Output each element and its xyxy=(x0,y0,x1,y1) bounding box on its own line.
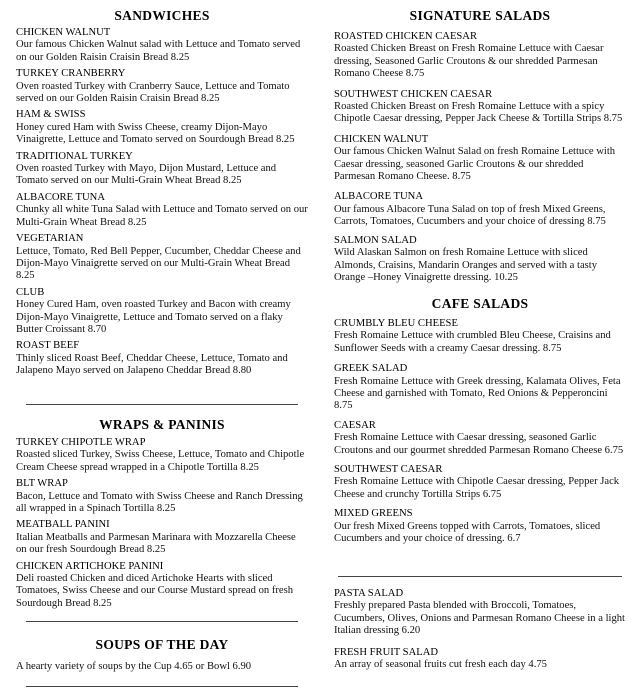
item-name: ROAST BEEF xyxy=(16,340,80,352)
item-name: CHICKEN WALNUT xyxy=(16,27,111,38)
item-description: Our famous Albacore Tuna Salad on top of fresh Mixed Greens, Carrots, Tomatoes, Cucumbers and your choice of dressing 8.75 xyxy=(334,203,606,228)
menu-item xyxy=(16,561,308,611)
menu-item xyxy=(16,287,308,337)
item-name: PASTA SALAD xyxy=(334,588,404,599)
wraps-heading: WRAPS & PANINIS xyxy=(99,417,225,432)
soups-heading: SOUPS OF THE DAY xyxy=(95,637,229,652)
item-description: Bacon, Lettuce and Tomato with Swiss Cheese and Ranch Dressing all wrapped in a Spinach Tortilla 8.25 xyxy=(16,490,303,515)
menu-item xyxy=(16,437,308,474)
item-name: CAESAR xyxy=(334,419,376,431)
menu-item xyxy=(334,588,626,638)
menu-item xyxy=(16,151,308,188)
menu-item xyxy=(16,478,308,515)
item-name: GREEK SALAD xyxy=(334,363,408,375)
item-name: SALMON SALAD xyxy=(334,234,417,246)
item-description: Lettuce, Tomato, Red Bell Pepper, Cucumber, Cheddar Cheese and Dijon-Mayo Vinaigrette served on our Multi-Grain Wheat Bread 8.25 xyxy=(16,245,301,282)
menu-item xyxy=(334,647,626,672)
item-description: Oven roasted Turkey with Cranberry Sauce, Lettuce and Tomato served on our Golden Raisin Craisin Bread 8.25 xyxy=(16,80,290,105)
item-description: Fresh Romaine Lettuce with Caesar dressing, seasoned Garlic Croutons and our gourmet shredded Parmesan Romano Cheese 6.75 xyxy=(334,432,624,456)
item-description: Our fresh Mixed Greens topped with Carrots, Tomatoes, sliced Cucumbers and your choice of dressing. 6.7 xyxy=(334,520,601,545)
item-description: Our famous Chicken Walnut salad with Lettuce and Tomato served on our Golden Raisin Craisin Bread 8.25 xyxy=(16,39,301,63)
section-divider xyxy=(26,621,298,622)
item-name: CHICKEN WALNUT xyxy=(334,133,429,145)
item-description: Oven roasted Turkey with Mayo, Dijon Mustard, Lettuce and Tomato served on our Multi-Grain Wheat Bread 8.25 xyxy=(16,163,277,187)
menu-item xyxy=(16,192,308,229)
menu-item xyxy=(334,191,626,228)
item-name: SOUTHWEST CHICKEN CAESAR xyxy=(334,88,493,100)
item-name: ALBACORE TUNA xyxy=(334,191,423,203)
item-description: Roasted sliced Turkey, Swiss Cheese, Lettuce, Tomato and Chipotle Cream Cheese spread wrapped in a Chipotle Tortilla 8.25 xyxy=(16,449,305,473)
item-description: An array of seasonal fruits cut fresh each day 4.75 xyxy=(334,659,547,671)
menu-item xyxy=(16,340,308,377)
item-description: Italian Meatballs and Parmesan Marinara with Mozzarella Cheese on our fresh Sourdough Bread 8.25 xyxy=(16,531,296,556)
item-description: Wild Alaskan Salmon on fresh Romaine Lettuce with sliced Almonds, Craisins, Mandarin Oranges and served with a tasty Orange –Honey Vinaigrette dressing. 10.25 xyxy=(334,247,598,283)
menu-item xyxy=(334,464,626,501)
cafe-salads-heading: CAFE SALADS xyxy=(431,296,529,311)
soups-description: A hearty variety of soups by the Cup 4.65 or Bowl 6.90 xyxy=(16,661,252,672)
menu-item xyxy=(16,519,308,556)
section-divider xyxy=(26,686,298,687)
item-name: CRUMBLY BLEU CHEESE xyxy=(334,318,458,329)
item-description: Thinly sliced Roast Beef, Cheddar Cheese, Lettuce, Tomato and Jalapeno Mayo served on Jalapeno Cheddar Bread 8.80 xyxy=(16,352,288,377)
item-description: Our famous Chicken Walnut Salad on fresh Romaine Lettuce with Caesar dressing, seasoned Garlic Croutons & our shredded Parmesan Romano Cheese. 8.75 xyxy=(334,146,616,183)
signature-salads-heading: SIGNATURE SALADS xyxy=(409,8,551,23)
menu-item xyxy=(334,31,626,81)
item-name: VEGETARIAN xyxy=(16,233,84,245)
item-description: Roasted Chicken Breast on Fresh Romaine Lettuce with Caesar dressing, Seasoned Garlic Croutons & our shredded Parmesan Romano Cheese 8.75 xyxy=(334,43,604,80)
section-divider xyxy=(338,576,622,577)
menu-item xyxy=(334,508,626,545)
item-description: Fresh Romaine Lettuce with crumbled Bleu Cheese, Craisins and Sunflower Seeds with a creamy Caesar dressing. 8.75 xyxy=(334,330,611,354)
item-description: Fresh Romaine Lettuce with Greek dressing, Kalamata Olives, Feta Cheese and garnished with Tomato, Red Onions & Pepperoncini 8.75 xyxy=(334,375,621,412)
item-name: CHICKEN ARTICHOKE PANINI xyxy=(16,560,164,572)
item-name: FRESH FRUIT SALAD xyxy=(334,646,438,658)
section-divider xyxy=(26,404,298,405)
item-name: TURKEY CHIPOTLE WRAP xyxy=(16,437,146,448)
item-name: ALBACORE TUNA xyxy=(16,191,105,203)
more-salads-list xyxy=(334,588,626,671)
menu-item xyxy=(334,235,626,285)
item-description: Freshly prepared Pasta blended with Broccoli, Tomatoes, Cucumbers, Olives, Onions and Parmesan Romano Cheese in a light Italian dressing 6.20 xyxy=(334,600,625,637)
item-name: ROASTED CHICKEN CAESAR xyxy=(334,31,478,42)
item-description: Honey cured Ham with Swiss Cheese, creamy Dijon-Mayo Vinaigrette, Lettuce and Tomato served on Sourdough Bread 8.25 xyxy=(16,121,295,146)
menu-item xyxy=(334,318,626,355)
item-description: Roasted Chicken Breast on Fresh Romaine Lettuce with a spicy Chipotle Caesar dressing, Pepper Jack Cheese & Tortilla Strips 8.75 xyxy=(334,101,623,125)
menu-item xyxy=(334,134,626,184)
item-description: Chunky all white Tuna Salad with Lettuce and Tomato served on our Multi-Grain Wheat Bread 8.25 xyxy=(16,204,308,228)
menu-item xyxy=(334,89,626,126)
menu-item xyxy=(16,233,308,283)
sandwiches-heading: SANDWICHES xyxy=(114,8,210,23)
menu-item xyxy=(16,27,308,64)
wraps-list xyxy=(16,437,308,610)
menu-item xyxy=(16,68,308,105)
sandwiches-list xyxy=(16,27,308,378)
item-name: TRADITIONAL TURKEY xyxy=(16,150,133,162)
item-name: CLUB xyxy=(16,286,45,298)
item-name: HAM & SWISS xyxy=(16,109,86,121)
signature-salads-list xyxy=(334,31,626,284)
item-name: TURKEY CRANBERRY xyxy=(16,68,126,80)
menu-item xyxy=(334,363,626,413)
cafe-salads-list xyxy=(334,318,626,546)
item-name: MIXED GREENS xyxy=(334,508,413,520)
item-description: Deli roasted Chicken and diced Artichoke Hearts with sliced Tomatoes, Swiss Cheese and our Course Mustard spread on fresh Sourdough Bread 8.25 xyxy=(16,573,293,609)
item-name: BLT WRAP xyxy=(16,478,68,490)
item-name: SOUTHWEST CAESAR xyxy=(334,464,443,476)
menu-item xyxy=(16,109,308,146)
item-name: MEATBALL PANINI xyxy=(16,519,110,531)
menu-item xyxy=(334,420,626,457)
item-description: Fresh Romaine Lettuce with Chipotle Caesar dressing, Pepper Jack Cheese and crunchy Tortilla Strips 6.75 xyxy=(334,476,620,500)
item-description: Honey Cured Ham, oven roasted Turkey and Bacon with creamy Dijon-Mayo Vinaigrette, Lettuce and Tomato served on a flaky Butter Croissant 8.70 xyxy=(16,299,291,335)
